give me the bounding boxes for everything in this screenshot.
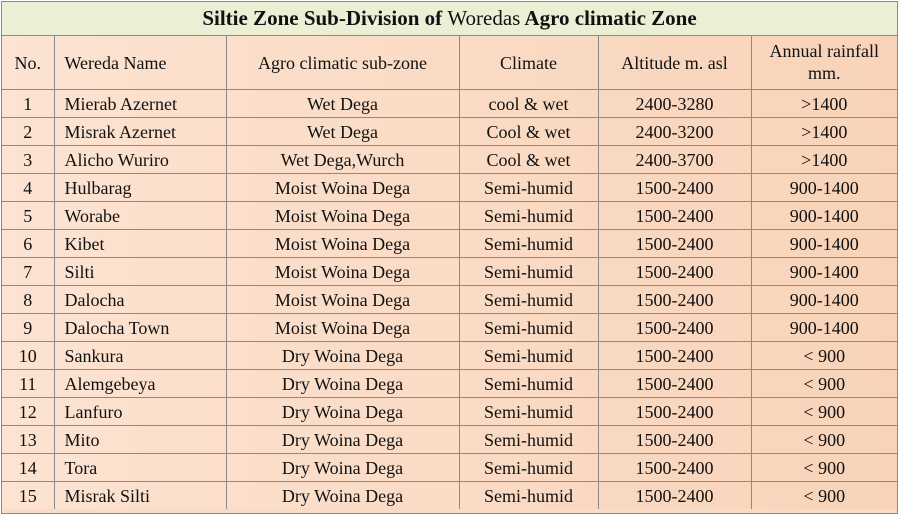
cell-climate: cool & wet [459, 90, 598, 118]
cell-climate: Semi-humid [459, 230, 598, 258]
cell-altitude: 1500-2400 [598, 454, 751, 482]
cell-agro-subzone: Moist Woina Dega [226, 202, 459, 230]
cell-agro-subzone: Wet Dega,Wurch [226, 146, 459, 174]
cell-no: 3 [2, 146, 54, 174]
cell-agro-subzone: Wet Dega [226, 118, 459, 146]
cell-no: 4 [2, 174, 54, 202]
cell-wereda-name: Tora [54, 454, 226, 482]
cell-wereda-name: Lanfuro [54, 398, 226, 426]
cell-agro-subzone: Dry Woina Dega [226, 342, 459, 370]
table-row [2, 426, 897, 454]
table-row [2, 398, 897, 426]
cell-no: 6 [2, 230, 54, 258]
cell-agro-subzone: Dry Woina Dega [226, 426, 459, 454]
cell-altitude: 1500-2400 [598, 314, 751, 342]
cell-no: 13 [2, 426, 54, 454]
cell-wereda-name: Sankura [54, 342, 226, 370]
cell-altitude: 2400-3280 [598, 90, 751, 118]
cell-agro-subzone: Moist Woina Dega [226, 286, 459, 314]
cell-climate: Cool & wet [459, 146, 598, 174]
cell-wereda-name: Mierab Azernet [54, 90, 226, 118]
cell-annual-rainfall: 900-1400 [751, 202, 897, 230]
cell-annual-rainfall: 900-1400 [751, 230, 897, 258]
cell-wereda-name: Alicho Wuriro [54, 146, 226, 174]
cell-climate: Semi-humid [459, 398, 598, 426]
table-row [2, 286, 897, 314]
cell-agro-subzone: Wet Dega [226, 90, 459, 118]
header-altitude: Altitude m. asl [598, 36, 751, 90]
cell-climate: Semi-humid [459, 286, 598, 314]
table-title [2, 2, 897, 36]
cell-annual-rainfall: 900-1400 [751, 258, 897, 286]
cell-climate: Semi-humid [459, 482, 598, 510]
cell-altitude: 1500-2400 [598, 426, 751, 454]
cell-climate: Semi-humid [459, 258, 598, 286]
cell-climate: Semi-humid [459, 342, 598, 370]
cell-no: 12 [2, 398, 54, 426]
header-no: No. [2, 36, 54, 90]
cell-altitude: 1500-2400 [598, 174, 751, 202]
cell-altitude: 1500-2400 [598, 202, 751, 230]
table-row [2, 118, 897, 146]
agro-climatic-table [2, 36, 897, 509]
cell-climate: Semi-humid [459, 314, 598, 342]
cell-annual-rainfall: 900-1400 [751, 314, 897, 342]
table-row [2, 342, 897, 370]
table-row [2, 146, 897, 174]
title-part-1: Siltie Zone Sub-Division of [202, 6, 448, 30]
title-part-3: Agro climatic Zone [520, 6, 697, 30]
cell-agro-subzone: Dry Woina Dega [226, 370, 459, 398]
cell-annual-rainfall: < 900 [751, 342, 897, 370]
cell-annual-rainfall: < 900 [751, 454, 897, 482]
cell-annual-rainfall: < 900 [751, 482, 897, 510]
cell-no: 15 [2, 482, 54, 510]
cell-wereda-name: Mito [54, 426, 226, 454]
cell-altitude: 1500-2400 [598, 370, 751, 398]
cell-altitude: 2400-3700 [598, 146, 751, 174]
table-row [2, 258, 897, 286]
header-climate: Climate [459, 36, 598, 90]
cell-climate: Cool & wet [459, 118, 598, 146]
cell-altitude: 1500-2400 [598, 286, 751, 314]
table-row [2, 174, 897, 202]
cell-agro-subzone: Moist Woina Dega [226, 258, 459, 286]
cell-no: 8 [2, 286, 54, 314]
header-wereda-name: Wereda Name [54, 36, 226, 90]
cell-wereda-name: Kibet [54, 230, 226, 258]
cell-altitude: 1500-2400 [598, 398, 751, 426]
cell-annual-rainfall: 900-1400 [751, 286, 897, 314]
header-row [2, 36, 897, 90]
cell-annual-rainfall: >1400 [751, 90, 897, 118]
cell-agro-subzone: Dry Woina Dega [226, 482, 459, 510]
cell-altitude: 1500-2400 [598, 230, 751, 258]
cell-annual-rainfall: < 900 [751, 370, 897, 398]
cell-altitude: 1500-2400 [598, 258, 751, 286]
cell-agro-subzone: Dry Woina Dega [226, 398, 459, 426]
table-row [2, 314, 897, 342]
cell-no: 7 [2, 258, 54, 286]
cell-no: 14 [2, 454, 54, 482]
cell-climate: Semi-humid [459, 370, 598, 398]
cell-wereda-name: Silti [54, 258, 226, 286]
cell-annual-rainfall: 900-1400 [751, 174, 897, 202]
cell-wereda-name: Misrak Azernet [54, 118, 226, 146]
table-row [2, 370, 897, 398]
cell-no: 9 [2, 314, 54, 342]
cell-wereda-name: Alemgebeya [54, 370, 226, 398]
cell-agro-subzone: Moist Woina Dega [226, 230, 459, 258]
cell-no: 2 [2, 118, 54, 146]
cell-annual-rainfall: < 900 [751, 426, 897, 454]
cell-wereda-name: Dalocha [54, 286, 226, 314]
cell-wereda-name: Misrak Silti [54, 482, 226, 510]
table-row [2, 202, 897, 230]
table-body [2, 90, 897, 510]
header-annual-rainfall: Annual rainfall mm. [751, 36, 897, 90]
header-agro-subzone: Agro climatic sub-zone [226, 36, 459, 90]
table-row [2, 230, 897, 258]
cell-annual-rainfall: >1400 [751, 146, 897, 174]
cell-climate: Semi-humid [459, 174, 598, 202]
cell-agro-subzone: Moist Woina Dega [226, 314, 459, 342]
cell-no: 11 [2, 370, 54, 398]
cell-climate: Semi-humid [459, 426, 598, 454]
cell-wereda-name: Dalocha Town [54, 314, 226, 342]
table-row [2, 482, 897, 510]
cell-wereda-name: Hulbarag [54, 174, 226, 202]
cell-agro-subzone: Dry Woina Dega [226, 454, 459, 482]
cell-no: 5 [2, 202, 54, 230]
cell-annual-rainfall: < 900 [751, 398, 897, 426]
cell-annual-rainfall: >1400 [751, 118, 897, 146]
cell-no: 10 [2, 342, 54, 370]
table-row [2, 90, 897, 118]
cell-altitude: 1500-2400 [598, 342, 751, 370]
agro-climatic-table-container [1, 1, 898, 514]
cell-climate: Semi-humid [459, 202, 598, 230]
cell-wereda-name: Worabe [54, 202, 226, 230]
cell-no: 1 [2, 90, 54, 118]
cell-altitude: 2400-3200 [598, 118, 751, 146]
cell-climate: Semi-humid [459, 454, 598, 482]
table-row [2, 454, 897, 482]
cell-agro-subzone: Moist Woina Dega [226, 174, 459, 202]
cell-altitude: 1500-2400 [598, 482, 751, 510]
title-part-2: Woredas [447, 6, 521, 30]
